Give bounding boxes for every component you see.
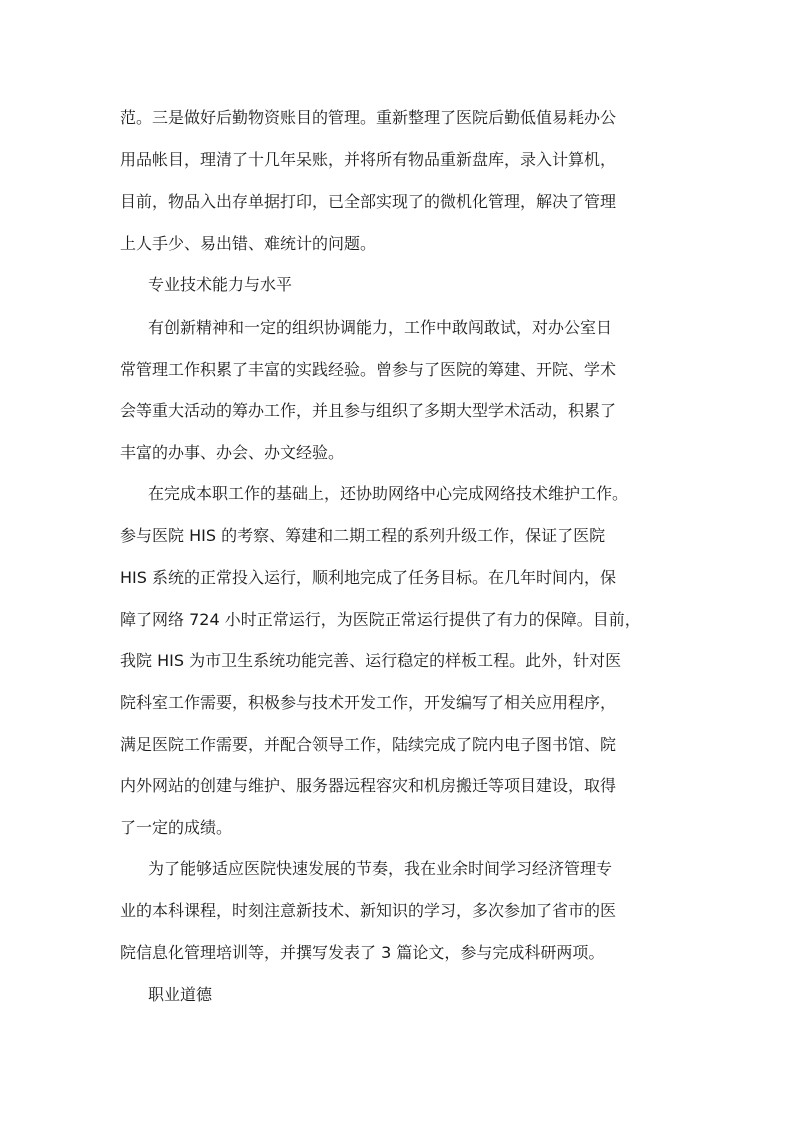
text-line: 了一定的成绩。: [120, 818, 233, 837]
text-line: 常管理工作积累了丰富的实践经验。曾参与了医院的筹建、开院、学术: [120, 360, 617, 379]
text-line: 会等重大活动的筹办工作，并且参与组织了多期大型学术活动，积累了: [120, 401, 617, 420]
text-line: 有创新精神和一定的组织协调能力，工作中敢闯敢试，对办公室日: [148, 318, 613, 337]
text-line: 我院 HIS 为市卫生系统功能完善、运行稳定的样板工程。此外，针对医: [120, 651, 622, 670]
text-line: HIS 系统的正常投入运行，顺利地完成了任务目标。在几年时间内，保: [120, 568, 616, 587]
text-line: 院科室工作需要，积极参与技术开发工作，开发编写了相关应用程序，: [120, 693, 617, 712]
text-line: 参与医院 HIS 的考察、筹建和二期工程的系列升级工作，保证了医院: [120, 526, 606, 545]
text-line: 范。三是做好后勤物资账目的管理。重新整理了医院后勤低值易耗办公: [120, 108, 617, 127]
text-line: 用品帐目，理清了十几年呆账，并将所有物品重新盘库，录入计算机，: [120, 150, 617, 169]
text-line: 满足医院工作需要，并配合领导工作，陆续完成了院内电子图书馆、院: [120, 735, 617, 754]
text-line: 障了网络 724 小时正常运行，为医院正常运行提供了有力的保障。目前，: [120, 610, 641, 629]
text-line: 业的本科课程，时刻注意新技术、新知识的学习，多次参加了省市的医: [120, 901, 617, 920]
text-line: 丰富的办事、办会、办文经验。: [120, 443, 345, 462]
section-heading: 职业道德: [148, 985, 213, 1004]
text-line: 院信息化管理培训等，并撰写发表了 3 篇论文，参与完成科研两项。: [120, 943, 605, 962]
text-line: 上人手少、易出错、难统计的问题。: [120, 234, 377, 253]
text-line: 在完成本职工作的基础上，还协助网络中心完成网络技术维护工作。: [148, 484, 629, 503]
text-line: 目前，物品入出存单据打印，已全部实现了的微机化管理，解决了管理: [120, 192, 617, 211]
text-line: 内外网站的创建与维护、服务器远程容灾和机房搬迁等项目建设，取得: [120, 776, 617, 795]
text-line: 为了能够适应医院快速发展的节奏，我在业余时间学习经济管理专: [148, 859, 613, 878]
section-heading: 专业技术能力与水平: [148, 275, 293, 294]
